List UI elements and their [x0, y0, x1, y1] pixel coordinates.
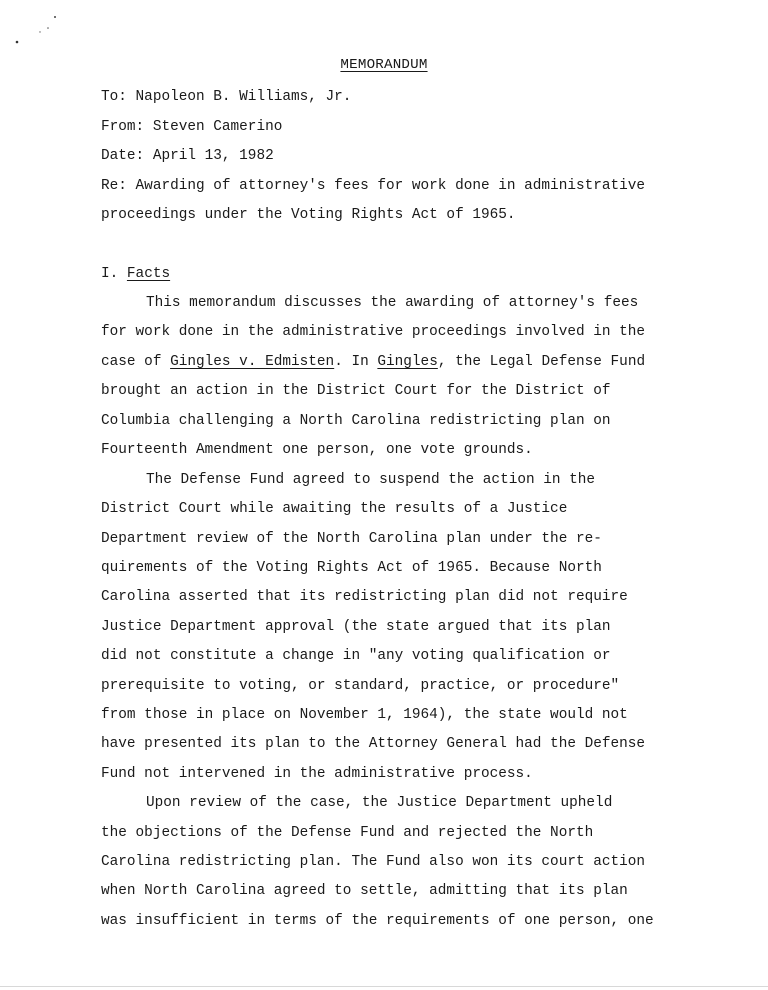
memo-title: MEMORANDUM: [340, 57, 428, 73]
paragraph-line: brought an action in the District Court for the District of: [101, 383, 611, 399]
paragraph-line: Fourteenth Amendment one person, one vote grounds.: [101, 442, 533, 458]
date-line: Date: April 13, 1982: [101, 148, 274, 164]
paragraph-line: Justice Department approval (the state argued that its plan: [101, 619, 611, 635]
paragraph-line: did not constitute a change in "any voting qualification or: [101, 648, 611, 664]
section-number: I.: [101, 266, 119, 282]
page-bottom-edge: [0, 986, 768, 987]
paragraph-line: from those in place on November 1, 1964), the state would not: [101, 707, 628, 723]
paragraph-line: for work done in the administrative proceedings involved in the: [101, 324, 646, 340]
paragraph-line: the objections of the Defense Fund and rejected the North: [101, 825, 594, 841]
paragraph-line: Upon review of the case, the Justice Department upheld: [146, 795, 613, 811]
paragraph-line: The Defense Fund agreed to suspend the action in the: [146, 472, 596, 488]
paragraph-line: have presented its plan to the Attorney General had the Defense: [101, 736, 646, 752]
case-short-name: Gingles: [377, 354, 438, 370]
paragraph-line: Department review of the North Carolina plan under the re-: [101, 531, 602, 547]
paragraph-line: when North Carolina agreed to settle, admitting that its plan: [101, 883, 628, 899]
paragraph-line: quirements of the Voting Rights Act of 1965. Because North: [101, 560, 602, 576]
paragraph-line: case of Gingles v. Edmisten. In Gingles, the Legal Defense Fund: [101, 354, 646, 370]
paragraph-line: prerequisite to voting, or standard, practice, or procedure": [101, 678, 620, 694]
paragraph-line: This memorandum discusses the awarding of attorney's fees: [146, 295, 639, 311]
subject-line-cont: proceedings under the Voting Rights Act of 1965.: [101, 207, 516, 223]
to-line: To: Napoleon B. Williams, Jr.: [101, 89, 352, 105]
paragraph-line: Carolina redistricting plan. The Fund also won its court action: [101, 854, 646, 870]
scan-specks: [0, 0, 80, 60]
paragraph-line: was insufficient in terms of the requirements of one person, one: [101, 913, 654, 929]
case-name: Gingles v. Edmisten: [170, 354, 335, 370]
paragraph-line: Fund not intervened in the administrative process.: [101, 766, 533, 782]
subject-line: Re: Awarding of attorney's fees for work done in administrative: [101, 178, 646, 194]
paragraph-line: District Court while awaiting the results of a Justice: [101, 501, 568, 517]
section-title: Facts: [126, 266, 171, 282]
paragraph-line: Carolina asserted that its redistricting plan did not require: [101, 589, 628, 605]
paragraph-line: Columbia challenging a North Carolina redistricting plan on: [101, 413, 611, 429]
from-line: From: Steven Camerino: [101, 119, 283, 135]
section-heading: [101, 265, 701, 283]
